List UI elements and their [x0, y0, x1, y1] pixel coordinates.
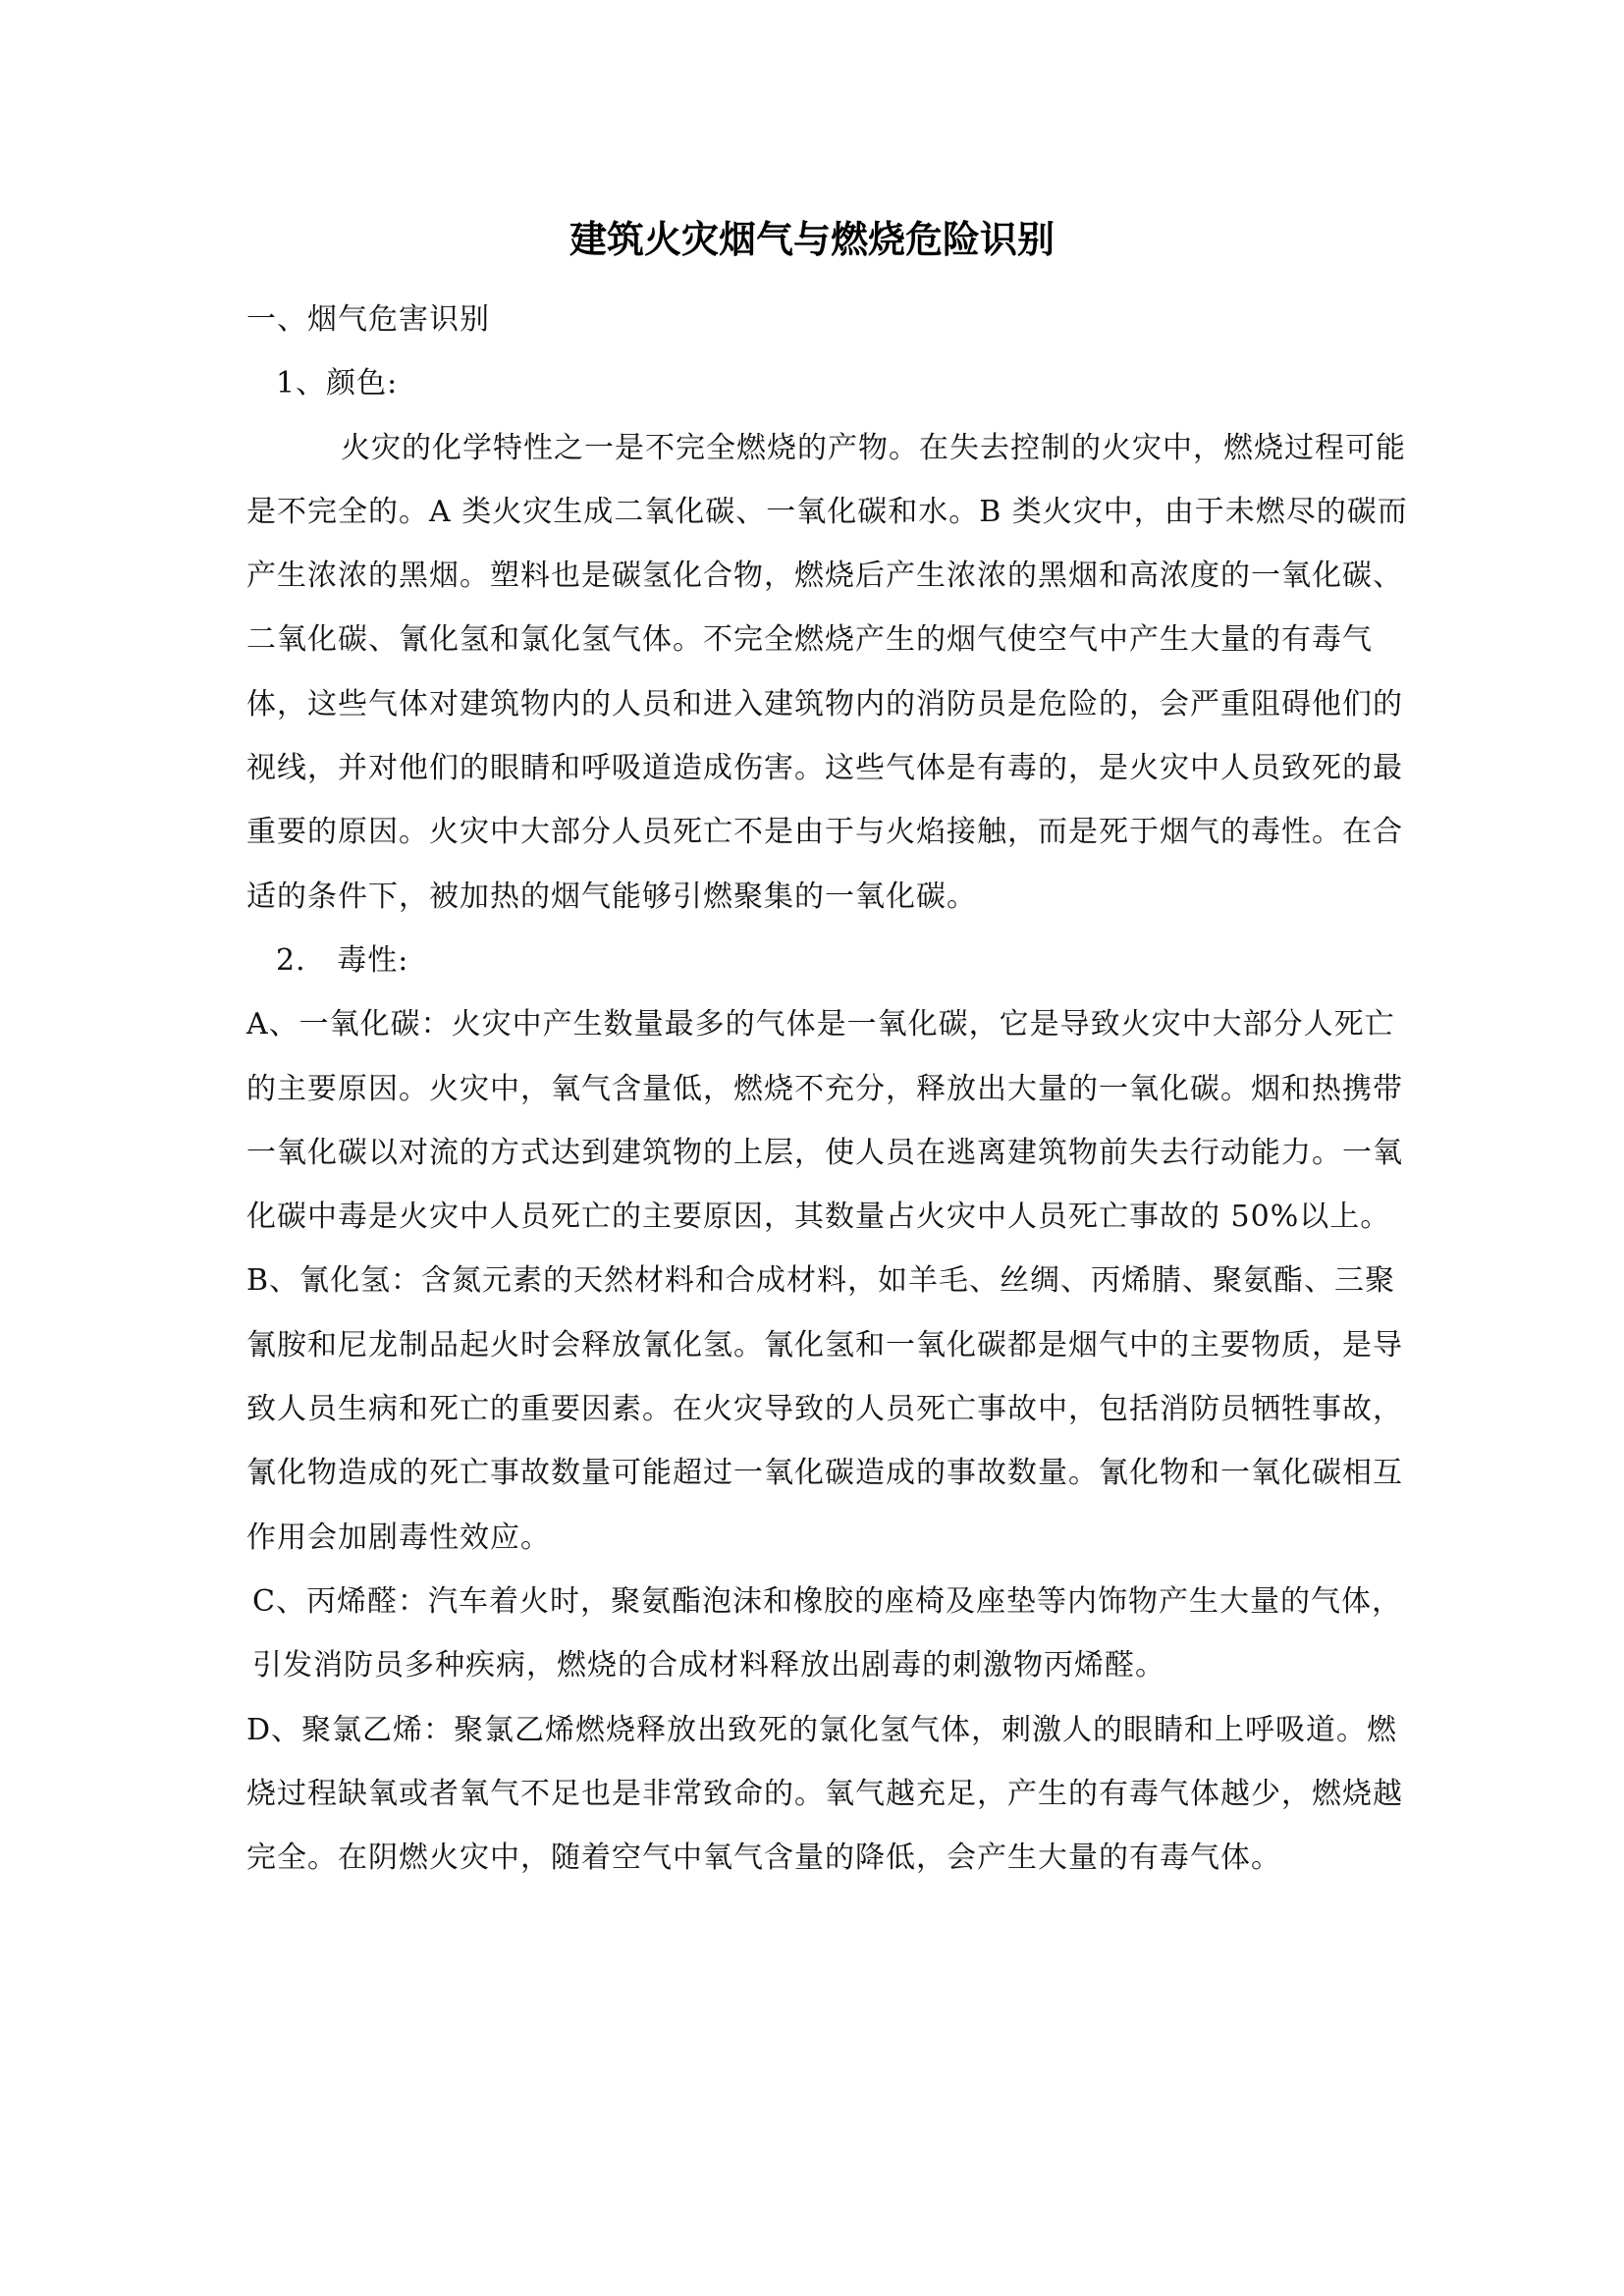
- paragraph-pvc: D、聚氯乙烯：聚氯乙烯燃烧释放出致死的氯化氢气体，刺激人的眼睛和上呼吸道。燃烧过程缺氧或者氧气不足也是非常致命的。氧气越充足，产生的有毒气体越少，燃烧越完全。在阴燃火灾中，随着空气中氧气含量的降低，会产生大量的有毒气体。: [246, 1712, 1403, 1876]
- document-body: [246, 288, 1425, 1890]
- document-title: 建筑火灾烟气与燃烧危险识别: [568, 218, 1055, 261]
- paragraph-carbon-monoxide: A、一氧化碳：火灾中产生数量最多的气体是一氧化碳，它是导致火灾中大部分人死亡的主要原因。火灾中，氧气含量低，燃烧不充分，释放出大量的一氧化碳。烟和热携带一氧化碳以对流的方式达到建筑物的上层，使人员在逃离建筑物前失去行动能力。一氧化碳中毒是火灾中人员死亡的主要原因，其数量占火灾中人员死亡事故的 50%以上。: [246, 1007, 1403, 1235]
- section-heading-smoke-hazard: 一、烟气危害识别: [246, 302, 490, 337]
- subheading-toxicity: 2. 毒性:: [276, 942, 409, 978]
- paragraph-color: 火灾的化学特性之一是不完全燃烧的产物。在失去控制的火灾中，燃烧过程可能是不完全的。A 类火灾生成二氧化碳、一氧化碳和水。B 类火灾中，由于未燃尽的碳而产生浓浓的黑烟。塑料也是碳氢化合物，燃烧后产生浓浓的黑烟和高浓度的一氧化碳、二氧化碳、氰化氢和氯化氢气体。不完全燃烧产生的烟气使空气中产生大量的有毒气体，这些气体对建筑物内的人员和进入建筑物内的消防员是危险的，会严重阻碍他们的视线，并对他们的眼睛和呼吸道造成伤害。这些气体是有毒的，是火灾中人员致死的最重要的原因。火灾中大部分人员死亡不是由于与火焰接触，而是死于烟气的毒性。在合适的条件下，被加热的烟气能够引燃聚集的一氧化碳。: [246, 430, 1408, 914]
- paragraph-hydrogen-cyanide: B、氰化氢：含氮元素的天然材料和合成材料，如羊毛、丝绸、丙烯腈、聚氨酯、三聚氰胺和尼龙制品起火时会释放氰化氢。氰化氢和一氧化碳都是烟气中的主要物质，是导致人员生病和死亡的重要因素。在火灾导致的人员死亡事故中，包括消防员牺牲事故，氰化物造成的死亡事故数量可能超过一氧化碳造成的事故数量。氰化物和一氧化碳相互作用会加剧毒性效应。: [246, 1263, 1403, 1555]
- subheading-color: 1、颜色:: [276, 366, 399, 401]
- paragraph-acrolein: C、丙烯醛：汽车着火时，聚氨酯泡沫和橡胶的座椅及座垫等内饰物产生大量的气体，引发消防员多种疾病，燃烧的合成材料释放出剧毒的刺激物丙烯醛。: [252, 1583, 1402, 1683]
